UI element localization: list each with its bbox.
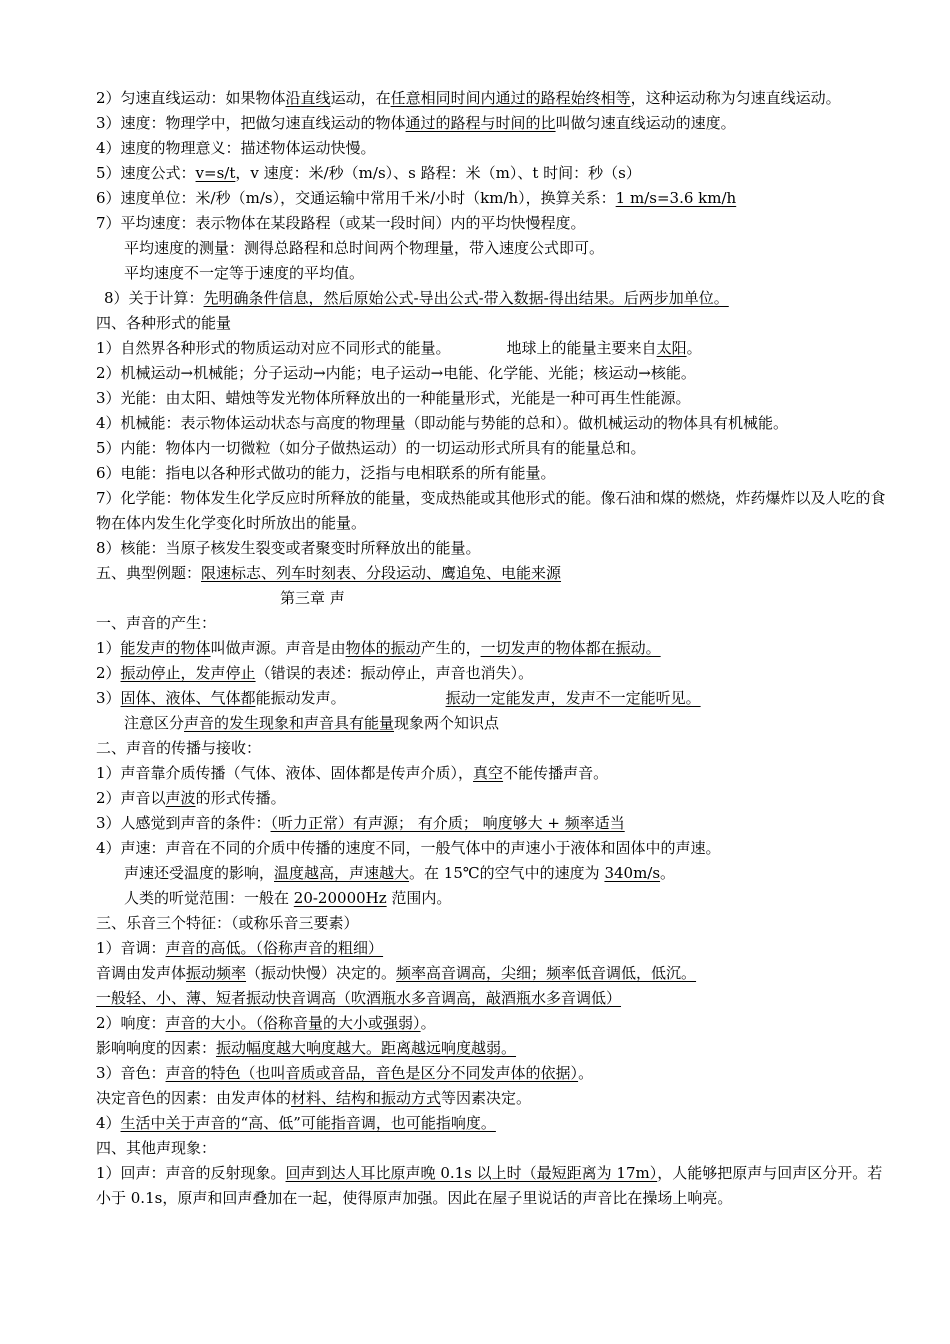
text-span: 五、典型例题： [96, 564, 202, 582]
underlined-text: 一切发声的物体都在振动。 [480, 639, 661, 657]
text-span: 运动，在 [330, 89, 391, 107]
underlined-text: 太阳 [656, 339, 687, 357]
text-span: 6）电能：指电以各种形式做功的能力，泛指与电相联系的所有能量。 [96, 464, 556, 482]
text-line [58, 161, 894, 186]
text-line [58, 811, 894, 836]
underlined-text: 先明确条件信息，然后原始公式-导出公式-带入数据-得出结果。后两步加单位。 [203, 289, 729, 307]
text-line [58, 186, 894, 211]
text-line [58, 211, 894, 236]
text-span: 。在 15℃的空气中的速度为 [409, 864, 605, 882]
text-span: 3） [96, 689, 121, 707]
text-span: 影响响度的因素： [96, 1039, 217, 1057]
text-span: 2）匀速直线运动：如果物体 [96, 89, 286, 107]
text-span: 的形式传播。 [195, 789, 286, 807]
text-span: 人类的听觉范围：一般在 [124, 889, 294, 907]
text-line [58, 986, 894, 1011]
text-span: 。 [660, 864, 676, 882]
text-line [58, 611, 894, 636]
text-span: 3）光能：由太阳、蜡烛等发光物体所释放出的一种能量形式，光能是一种可再生性能源。 [96, 389, 691, 407]
text-span: 平均速度的测量：测得总路程和总时间两个物理量，带入速度公式即可。 [124, 239, 605, 257]
text-span: 2）机械运动→机械能；分子运动→内能；电子运动→电能、化学能、光能；核运动→核能。 [96, 364, 696, 382]
text-line [58, 736, 894, 761]
text-line [58, 586, 894, 611]
text-line [58, 486, 894, 536]
text-span: ，这种运动称为匀速直线运动。 [630, 89, 841, 107]
text-span: 叫做声源。声音是由 [210, 639, 346, 657]
text-line [58, 1111, 894, 1136]
text-span: （错误的表述：振动停止，声音也消失）。 [255, 664, 534, 682]
text-span: 8）关于计算： [104, 289, 204, 307]
text-line [58, 1136, 894, 1161]
text-line [58, 311, 894, 336]
underlined-text: 声音的发生现象和声音具有能量 [184, 714, 395, 732]
underlined-text: 声波 [165, 789, 196, 807]
text-line [58, 136, 894, 161]
text-span: 2）声音以 [96, 789, 166, 807]
underlined-text: 振动幅度越大响度越大。距离越远响度越弱。 [216, 1039, 517, 1057]
text-span: 8）核能：当原子核发生裂变或者聚变时所释放出的能量。 [96, 539, 481, 557]
underlined-text: 生活中关于声音的“高、低”可能指音调，也可能指响度。 [120, 1114, 496, 1132]
text-span: 。 [420, 1014, 436, 1032]
text-span: 一、声音的产生： [96, 614, 217, 632]
text-span: 决定音色的因素：由发声体的 [96, 1089, 292, 1107]
underlined-text: 20-20000Hz [293, 889, 387, 907]
text-line [58, 536, 894, 561]
text-span: 3）速度：物理学中，把做匀速直线运动的物体 [96, 114, 406, 132]
text-line [58, 686, 894, 711]
text-span: 4） [96, 1114, 121, 1132]
text-line [58, 636, 894, 661]
text-line [58, 861, 894, 886]
underlined-text: 340m/s [604, 864, 661, 882]
text-span: 四、其他声现象： [96, 1139, 217, 1157]
text-span: 6）速度单位：米/秒（m/s），交通运输中常用千米/小时（km/h），换算关系： [96, 189, 616, 207]
text-span: 3）人感觉到声音的条件： [96, 814, 271, 832]
text-line [58, 786, 894, 811]
underlined-text: 限速标志、列车时刻表、分段运动、鹰追兔、电能来源 [201, 564, 562, 582]
text-line [58, 911, 894, 936]
text-span: 二、声音的传播与接收： [96, 739, 262, 757]
text-line [58, 936, 894, 961]
text-span: 四、各种形式的能量 [96, 314, 232, 332]
text-line [58, 411, 894, 436]
text-span: 4）机械能：表示物体运动状态与高度的物理量（即动能与势能的总和）。做机械运动的物体具有机械能。 [96, 414, 789, 432]
text-line [58, 461, 894, 486]
text-span: 5）速度公式： [96, 164, 196, 182]
text-span: 地球上的能量主要来自 [506, 339, 657, 357]
text-line [58, 1161, 894, 1211]
text-span: 7）化学能：物体发生化学反应时所释放的能量，变成热能或其他形式的能。像石油和煤的燃烧，炸药爆炸以及人吃的食物在体内发生化学变化时所放出的能量。 [96, 489, 886, 532]
text-span: 4）声速：声音在不同的介质中传播的速度不同，一般气体中的声速小于液体和固体中的声速。 [96, 839, 721, 857]
text-span: 2） [96, 664, 121, 682]
text-span: 1）自然界各种形式的物质运动对应不同形式的能量。 [96, 339, 451, 357]
text-span: 声速还受温度的影响， [124, 864, 275, 882]
underlined-text: 固体、液体、气体都 [120, 689, 256, 707]
text-span: （振动快慢）决定的。 [246, 964, 397, 982]
text-span: ，人能够把原声与回声区分开。若小于 0.1s，原声和回声叠加在一起，使得原声加强。因此在屋子里说话的声音比在操场上响亮。 [96, 1164, 883, 1207]
underlined-text: 振动频率 [186, 964, 247, 982]
underlined-text: 能发声的物体 [120, 639, 211, 657]
text-span: 5）内能：物体内一切微粒（如分子做热运动）的一切运动形式所具有的能量总和。 [96, 439, 646, 457]
underlined-text: 声音的特色（也叫音质或音品，音色是区分不同发声体的依据） [165, 1064, 579, 1082]
text-span: 叫做匀速直线运动的速度。 [555, 114, 736, 132]
text-span: 2）响度： [96, 1014, 166, 1032]
text-line [58, 961, 894, 986]
text-line [58, 1011, 894, 1036]
underlined-text: 材料、结构和振动方式 [291, 1089, 442, 1107]
text-line [58, 386, 894, 411]
text-line [58, 336, 894, 361]
underlined-text: 真空 [473, 764, 504, 782]
text-line [58, 761, 894, 786]
underlined-text: 1 m/s=3.6 km/h [615, 189, 737, 207]
text-line [58, 111, 894, 136]
text-span: ，v 速度：米/秒（m/s）、s 路程：米（m）、t 时间：秒（s） [235, 164, 641, 182]
text-span: 范围内。 [386, 889, 452, 907]
text-span: 1）音调： [96, 939, 166, 957]
underlined-text: 振动一定能发声，发声不一定能听见。 [445, 689, 701, 707]
text-span: 等因素决定。 [441, 1089, 532, 1107]
underlined-text: 声音的大小。（俗称音量的大小或强弱） [165, 1014, 421, 1032]
text-span: 平均速度不一定等于速度的平均值。 [124, 264, 365, 282]
text-line [58, 836, 894, 861]
text-span: 4）速度的物理意义：描述物体运动快慢。 [96, 139, 376, 157]
underlined-text: 一般轻、小、薄、短者振动快音调高（吹酒瓶水多音调高，敲酒瓶水多音调低） [96, 989, 622, 1007]
text-span: 三、乐音三个特征：（或称乐音三要素） [96, 914, 359, 932]
underlined-text: 任意相同时间内通过的路程始终相等 [390, 89, 631, 107]
text-line [58, 1086, 894, 1111]
text-line [58, 1061, 894, 1086]
text-span: 。 [578, 1064, 594, 1082]
text-line [58, 261, 894, 286]
text-span: 第三章 声 [280, 589, 345, 607]
underlined-text: 物体的振动 [345, 639, 421, 657]
underlined-text: （听力正常）有声源； 有介质； 响度够大 + 频率适当 [270, 814, 625, 832]
document-page [58, 86, 894, 1211]
underlined-text: 频率高音调高，尖细；频率低音调低，低沉。 [396, 964, 697, 982]
text-span: 注意区分 [124, 714, 185, 732]
text-span: 3）音色： [96, 1064, 166, 1082]
text-line [58, 86, 894, 111]
underlined-text: 温度越高，声速越大 [274, 864, 410, 882]
text-span: 现象两个知识点 [394, 714, 500, 732]
text-line [58, 436, 894, 461]
text-line [58, 361, 894, 386]
text-line [58, 561, 894, 586]
text-line [58, 711, 894, 736]
text-span: 1） [96, 639, 121, 657]
text-span: 音调由发声体 [96, 964, 187, 982]
text-line [58, 236, 894, 261]
text-line [58, 886, 894, 911]
underlined-text: 振动停止，发声停止 [120, 664, 256, 682]
text-span: 不能传播声音。 [503, 764, 609, 782]
text-span: 7）平均速度：表示物体在某段路程（或某一段时间）内的平均快慢程度。 [96, 214, 586, 232]
underlined-text: v=s/t [195, 164, 236, 182]
text-span: 能振动发声。 [255, 689, 346, 707]
text-line [58, 286, 894, 311]
text-span: 1）声音靠介质传播（气体、液体、固体都是传声介质）， [96, 764, 474, 782]
text-line [58, 1036, 894, 1061]
underlined-text: 通过的路程与时间的比 [405, 114, 556, 132]
underlined-text: 回声到达人耳比原声晚 0.1s 以上时（最短距离为 17m） [285, 1164, 658, 1182]
underlined-text: 沿直线 [285, 89, 331, 107]
text-span: 。 [686, 339, 702, 357]
text-span: 产生的， [420, 639, 481, 657]
text-span: 1）回声：声音的反射现象。 [96, 1164, 286, 1182]
text-line [58, 661, 894, 686]
underlined-text: 声音的高低。（俗称声音的粗细） [165, 939, 384, 957]
